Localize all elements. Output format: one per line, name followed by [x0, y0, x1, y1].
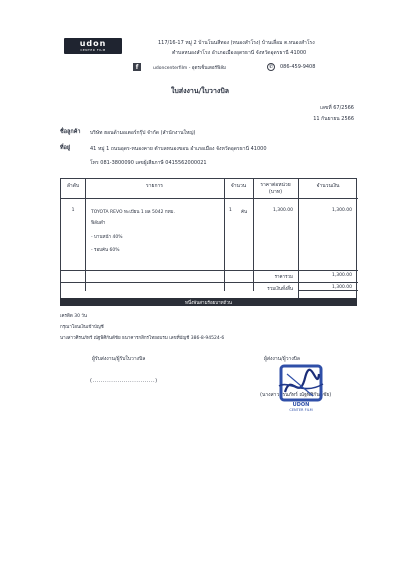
logo-subtext: CENTER FILM [80, 48, 106, 52]
items-table [60, 178, 357, 306]
grand-total-label: รวมเงินทั้งสิ้น [267, 287, 293, 292]
document-date: 11 กันยายน 2566 [313, 116, 354, 122]
receiver-signature-line: (..............................) [90, 378, 158, 384]
customer-address: 41 หมู่ 1 ถนนอุดร-หนองคาย ตำบลหนองขอน อำเภอเมือง จังหวัดอุดรธานี 41000 [90, 146, 267, 152]
customer-phone-tax: โทร 081-3800090 เลขผู้เสียภาษี 0415562000021 [90, 160, 207, 166]
payment-instruction: กรุณาโอนเงินเข้าบัญชี [60, 325, 104, 330]
row-1-unit: คัน [241, 210, 248, 215]
row-1-description: TOYOTA REVO ทะเบียน 1 ผล 5042 กทม. [91, 210, 175, 215]
total-label: ราคารวม [274, 275, 293, 280]
sender-signature-line: (นางสาวศิรนภัทร์ ณัฐพิศิกันต์ชัย) [260, 392, 332, 398]
document-number: เลขที่ 67/2566 [320, 105, 354, 111]
phone-number: 086-459-9408 [280, 64, 316, 70]
sub-line-1: ฟิล์มดำ [91, 221, 106, 226]
row-1-price: 1,300.00 [272, 208, 293, 213]
phone-icon: ✆ [268, 64, 274, 70]
customer-name: บริษัท ฮอนด้ามอเตอร์กรุ๊ป จำกัด (สำนักงานใหญ่) [90, 130, 196, 136]
stamp-subtext: CENTER FILM [289, 408, 313, 412]
row-1-amount: 1,300.00 [331, 208, 352, 213]
grand-total-value: 1,300.00 [331, 285, 352, 290]
address-line-1: 117/16-17 หมู่ 2 บ้านโนนสีทอง (หนองสำโรง) บ้านเลื่อม ต.หนองสำโรง [158, 40, 315, 46]
total-value: 1,300.00 [331, 273, 352, 278]
header-qty: จำนวน [230, 183, 247, 189]
sender-signature-label: ผู้ส่งงาน/ผู้วางบิล [264, 356, 300, 362]
sub-line-2: - บานหน้า 40% [91, 235, 123, 240]
company-stamp [273, 362, 329, 412]
header-description: รายการ [146, 183, 163, 189]
amount-in-words-bar: หนึ่งพันสามร้อยบาทถ้วน [60, 298, 357, 306]
customer-address-label: ที่อยู่ [60, 145, 71, 151]
sub-line-3: - รอบคัน 60% [91, 248, 120, 253]
facebook-text: udoncenterfilm - อุดรเซ็นเตอร์ฟิล์ม [153, 66, 226, 71]
company-logo [64, 38, 122, 54]
logo-text: udon [79, 39, 107, 48]
document-title: ใบส่งงาน/ใบวางบิล [170, 87, 230, 95]
address-line-2: ตำบลหนองสำโรง อำเภอเมืองอุดรธานี จังหวัดอุดรธานี 41000 [172, 50, 307, 56]
receiver-signature-label: ผู้รับส่งงาน/ผู้รับใบวางบิล [92, 356, 146, 362]
row-1-no: 1 [71, 208, 75, 213]
row-1-qty: 1 [229, 208, 232, 213]
header-unit-price: ราคาต่อหน่วย (บาท) [260, 182, 291, 195]
stamp-text: UDON [292, 402, 310, 408]
credit-terms: เครดิต 30 วัน [60, 314, 87, 319]
facebook-icon: f [133, 63, 141, 71]
customer-name-label: ชื่อลูกค้า [60, 129, 81, 135]
header-no: ลำดับ [66, 183, 80, 189]
bank-account: นางสาวศิรนภัทร์ ณัฐพิศิกันต์ชัย ธนาคารกสิกรไทยอบรม เลขที่บัญชี 386-8-94524-6 [60, 336, 225, 341]
header-amount: จำนวนเงิน [316, 183, 340, 189]
